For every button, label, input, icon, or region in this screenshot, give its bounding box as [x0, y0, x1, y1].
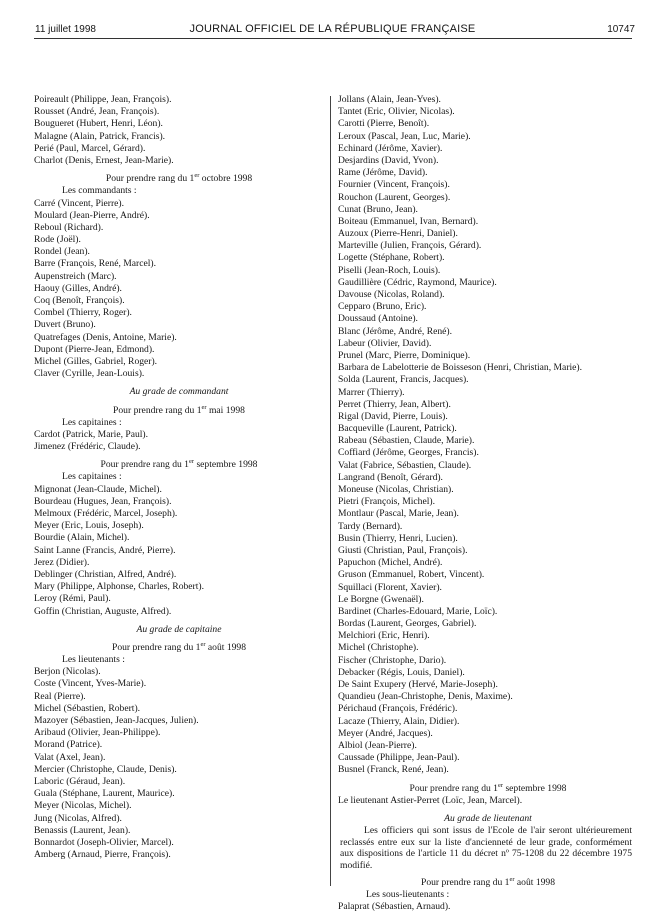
officer-name: Amberg (Arnaud, Pierre, François). — [34, 849, 171, 861]
rank-date-heading: Pour prendre rang du 1er mai 1998 — [113, 403, 245, 416]
officer-name: Cepparo (Bruno, Eric). — [338, 301, 427, 313]
officer-name: Bougueret (Hubert, Henri, Léon). — [34, 118, 163, 130]
officer-name: Squillaci (Florent, Xavier). — [338, 581, 442, 593]
officer-name: Rabeau (Sébastien, Claude, Marie). — [338, 435, 475, 447]
note-paragraph: Les officiers qui sont issus de l'Ecole de l'air seront ultérieurement reclassés entre eux sur la liste d'ancienneté de leur grade, conformément aux dispositions de l'article 11 du décret nº 75-1208 du 22 décembre 1975 modifié. — [340, 825, 632, 871]
journal-title: JOURNAL OFFICIEL DE LA RÉPUBLIQUE FRANÇAISE — [189, 23, 476, 35]
officer-name: Meyer (Nicolas, Michel). — [34, 800, 132, 812]
officer-name: Real (Pierre). — [34, 690, 86, 702]
officer-name: Bourdie (Alain, Michel). — [34, 532, 130, 544]
officer-name: Boiteau (Emmanuel, Ivan, Bernard). — [338, 215, 479, 227]
officer-name: Quandieu (Jean-Christophe, Denis, Maxime). — [338, 691, 513, 703]
officer-name: Rode (Joël). — [34, 234, 81, 246]
officer-name: Rousset (André, Jean, François). — [34, 106, 160, 118]
page-number: 10747 — [607, 24, 635, 35]
officer-name: Malagne (Alain, Patrick, Francis). — [34, 130, 166, 142]
officer-name: Davouse (Nicolas, Roland). — [338, 289, 445, 300]
header-rule — [34, 38, 632, 39]
officer-name: Bordas (Laurent, Georges, Gabriel). — [338, 618, 477, 630]
officer-name: Périchaud (François, Frédéric). — [338, 703, 458, 715]
officer-name: Carotti (Pierre, Benoît). — [338, 118, 430, 130]
left-column — [34, 94, 324, 861]
officer-name: Coste (Vincent, Yves-Marie). — [34, 678, 147, 690]
rank-group-label: Les commandants : — [62, 185, 137, 197]
officer-name: Solda (Laurent, Francis, Jacques). — [338, 374, 469, 386]
column-divider — [330, 96, 331, 886]
officer-name: Melmoux (Frédéric, Marcel, Joseph). — [34, 508, 178, 519]
page-header — [0, 22, 665, 38]
officer-name: Fischer (Christophe, Dario). — [338, 654, 447, 666]
officer-name: Cardot (Patrick, Marie, Paul). — [34, 428, 149, 440]
officer-name: Jimenez (Frédéric, Claude). — [34, 441, 141, 453]
officer-name: Logette (Stéphane, Robert). — [338, 252, 445, 264]
officer-name: Rondel (Jean). — [34, 246, 90, 258]
officer-name: Gruson (Emmanuel, Robert, Vincent). — [338, 569, 485, 581]
officer-name: Mary (Philippe, Alphonse, Charles, Robert). — [34, 581, 204, 593]
grade-heading: Au grade de lieutenant — [444, 812, 532, 824]
officer-name: Prunel (Marc, Pierre, Dominique). — [338, 349, 471, 361]
officer-name: Laboric (Géraud, Jean). — [34, 775, 126, 787]
officer-name: Mercier (Christophe, Claude, Denis). — [34, 763, 177, 775]
officer-name: Berjon (Nicolas). — [34, 666, 101, 678]
officer-name: Melchiori (Eric, Henri). — [338, 630, 430, 642]
officer-name: Marrer (Thierry). — [338, 386, 405, 398]
officer-name: Haouy (Gilles, André). — [34, 282, 122, 294]
rank-group-label: Les sous-lieutenants : — [366, 889, 450, 901]
officer-name: Coffiard (Jérôme, Georges, Francis). — [338, 447, 479, 459]
officer-name: Bourdeau (Hugues, Jean, François). — [34, 495, 172, 507]
officer-name: Piselli (Jean-Roch, Louis). — [338, 264, 441, 276]
officer-name: Bardinet (Charles-Edouard, Marie, Loïc). — [338, 605, 498, 617]
officer-name: Perret (Thierry, Jean, Albert). — [338, 398, 451, 410]
officer-name: Giusti (Christian, Paul, François). — [338, 544, 468, 556]
officer-name: Le Borgne (Gwenaël). — [338, 593, 424, 605]
officer-name: Quatrefages (Denis, Antoine, Marie). — [34, 331, 177, 343]
officer-name: Papuchon (Michel, André). — [338, 557, 443, 569]
rank-group-label: Les capitaines : — [62, 416, 122, 428]
officer-name: Fournier (Vincent, François). — [338, 179, 450, 191]
officer-name: Leroy (Rémi, Paul). — [34, 593, 111, 605]
officer-name: Reboul (Richard). — [34, 221, 104, 233]
officer-name: Meyer (André, Jacques). — [338, 727, 433, 739]
officer-name: Valat (Fabrice, Sébastien, Claude). — [338, 459, 472, 471]
officer-name: Desjardins (David, Yvon). — [338, 154, 439, 166]
officer-name: Pietri (François, Michel). — [338, 496, 435, 508]
officer-name: Michel (Gilles, Gabriel, Roger). — [34, 355, 158, 367]
officer-name: Blanc (Jérôme, André, René). — [338, 325, 453, 337]
officer-name: Morand (Patrice). — [34, 739, 103, 751]
officer-name: Coq (Benoît, François). — [34, 295, 125, 306]
officer-name: Cunat (Bruno, Jean). — [338, 203, 418, 215]
officer-name: Barbara de Labelotterie de Boisseson (Henri, Christian, Marie). — [338, 362, 583, 374]
rank-date-heading: Pour prendre rang du 1er août 1998 — [111, 640, 247, 653]
officer-name: Tardy (Bernard). — [338, 520, 403, 532]
officer-name: Goffin (Christian, Auguste, Alfred). — [34, 605, 172, 617]
officer-name: Leroux (Pascal, Jean, Luc, Marie). — [338, 130, 471, 142]
officer-name: Jung (Nicolas, Alfred). — [34, 812, 122, 824]
officer-name: Michel (Christophe). — [338, 642, 419, 654]
officer-name: Carré (Vincent, Pierre). — [34, 197, 124, 209]
officer-name: Duvert (Bruno). — [34, 319, 96, 331]
officer-name: Benassis (Laurent, Jean). — [34, 824, 131, 836]
officer-name: Dupont (Pierre-Jean, Edmond). — [34, 343, 155, 355]
officer-name: Debacker (Régis, Louis, Daniel). — [338, 666, 465, 678]
officer-name: De Saint Exupery (Hervé, Marie-Joseph). — [338, 679, 498, 690]
officer-name: Langrand (Benoît, Gérard). — [338, 471, 443, 483]
grade-heading: Au grade de commandant — [129, 386, 229, 398]
officer-name: Charlot (Denis, Ernest, Jean-Marie). — [34, 154, 174, 166]
officer-name: Albiol (Jean-Pierre). — [338, 739, 417, 751]
officer-name: Deblinger (Christian, Alfred, André). — [34, 568, 177, 580]
officer-name: Marteville (Julien, François, Gérard). — [338, 240, 482, 252]
officer-name: Lacaze (Thierry, Alain, Didier). — [338, 715, 460, 727]
rank-date-heading: Pour prendre rang du 1er août 1998 — [420, 876, 556, 889]
officer-name: Combel (Thierry, Roger). — [34, 307, 132, 319]
officer-name: Mazoyer (Sébastien, Jean-Jacques, Julien). — [34, 715, 199, 726]
officer-name: Jollans (Alain, Jean-Yves). — [338, 94, 441, 105]
officer-name: Montlaur (Pascal, Marie, Jean). — [338, 508, 459, 520]
officer-name: Valat (Axel, Jean). — [34, 751, 106, 763]
officer-name: Barre (François, René, Marcel). — [34, 258, 157, 270]
officer-name: Caussade (Philippe, Jean-Paul). — [338, 752, 460, 764]
right-column — [338, 94, 638, 914]
officer-name: Rigal (David, Pierre, Louis). — [338, 410, 448, 422]
officer-name: Gaudillière (Cédric, Raymond, Maurice). — [338, 276, 497, 288]
rank-date-heading: Pour prendre rang du 1er septembre 1998 — [409, 781, 567, 794]
officer-name: Bacqueville (Laurent, Patrick). — [338, 423, 457, 435]
grade-heading: Au grade de capitaine — [136, 623, 222, 635]
rank-group-label: Les capitaines : — [62, 471, 122, 483]
officer-name: Aupenstreich (Marc). — [34, 270, 117, 282]
officer-name: Meyer (Eric, Louis, Joseph). — [34, 520, 144, 532]
officer-name: Saint Lanne (Francis, André, Pierre). — [34, 544, 176, 556]
officer-name: Tantet (Eric, Olivier, Nicolas). — [338, 106, 455, 118]
officer-name: Palaprat (Sébastien, Arnaud). — [338, 901, 451, 913]
officer-name: Bonnardot (Joseph-Olivier, Marcel). — [34, 836, 174, 848]
officer-name: Claver (Cyrille, Jean-Louis). — [34, 368, 145, 380]
officer-name: Doussaud (Antoine). — [338, 313, 418, 325]
officer-name: Jerez (Didier). — [34, 556, 90, 568]
officer-name: Busnel (Franck, René, Jean). — [338, 764, 449, 776]
officer-name: Busin (Thierry, Henri, Lucien). — [338, 532, 458, 544]
officer-name: Aribaud (Olivier, Jean-Philippe). — [34, 727, 161, 739]
header-date: 11 juillet 1998 — [35, 24, 96, 35]
officer-name: Auzoux (Pierre-Henri, Daniel). — [338, 228, 458, 240]
officer-name: Poireault (Philippe, Jean, François). — [34, 94, 172, 105]
officer-name: Michel (Sébastien, Robert). — [34, 702, 141, 714]
officer-name: Moneuse (Nicolas, Christian). — [338, 484, 454, 495]
rank-group-label: Les lieutenants : — [62, 654, 125, 666]
officer-name: Rouchon (Laurent, Georges). — [338, 191, 451, 203]
officer-name: Moulard (Jean-Pierre, André). — [34, 209, 150, 221]
rank-date-heading: Pour prendre rang du 1er septembre 1998 — [100, 458, 258, 471]
rank-date-heading: Pour prendre rang du 1er octobre 1998 — [105, 172, 253, 185]
officer-name: Mignonat (Jean-Claude, Michel). — [34, 483, 162, 495]
officer-name: Echinard (Jérôme, Xavier). — [338, 142, 443, 154]
officer-name: Guala (Stéphane, Laurent, Maurice). — [34, 788, 175, 800]
officer-name: Rame (Jérôme, David). — [338, 167, 428, 179]
officer-name: Labeur (Olivier, David). — [338, 337, 432, 349]
officer-name: Le lieutenant Astier-Perret (Loïc, Jean, Marcel). — [338, 794, 523, 806]
officer-name: Perié (Paul, Marcel, Gérard). — [34, 142, 146, 154]
